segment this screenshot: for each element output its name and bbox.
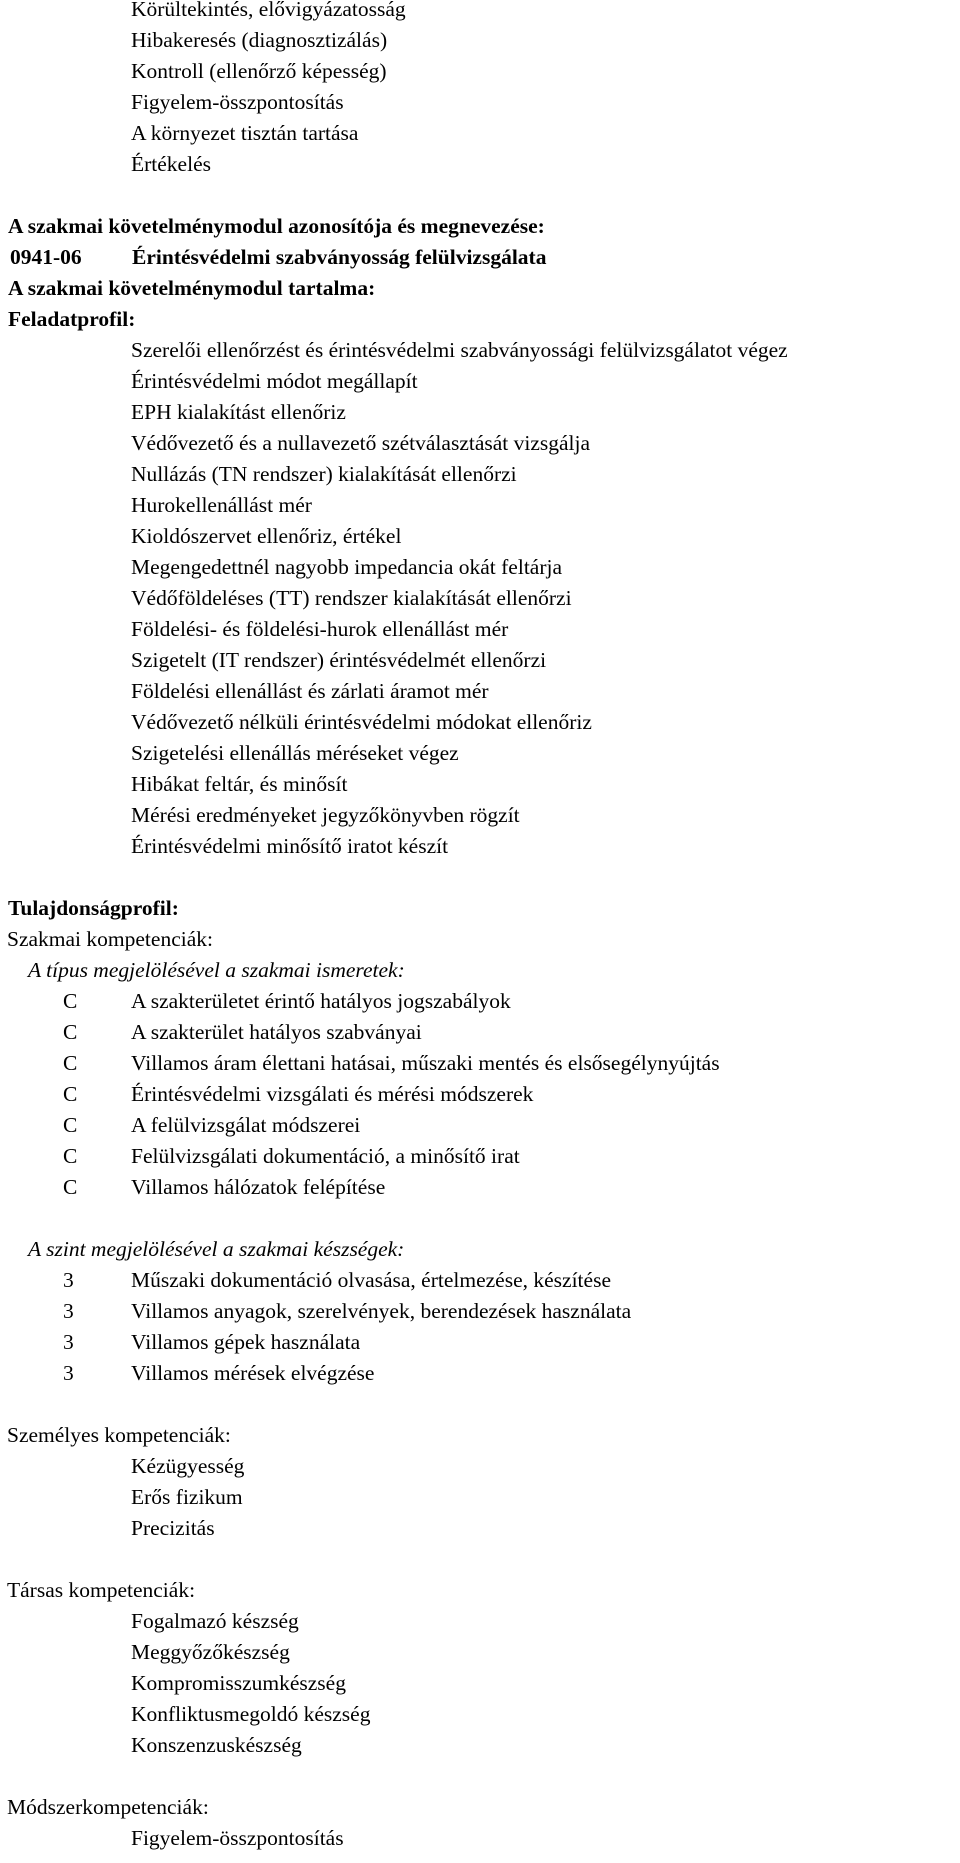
item-text: Villamos gépek használata bbox=[131, 1330, 361, 1354]
list-item bbox=[0, 1296, 960, 1327]
szemelyes-kompetenciak-heading: Személyes kompetenciák: bbox=[7, 1423, 231, 1447]
list-item: Szigetelt (IT rendszer) érintésvédelmét ellenőrzi bbox=[131, 648, 547, 672]
list-item bbox=[0, 1172, 960, 1203]
szemelyes-list bbox=[0, 1451, 960, 1544]
keszsegek-heading: A szint megjelölésével a szakmai készségek: bbox=[28, 1237, 405, 1261]
list-item: Hurokellenállást mér bbox=[131, 493, 312, 517]
spacer bbox=[0, 862, 960, 893]
list-item: Konfliktusmegoldó készség bbox=[131, 1702, 371, 1726]
list-item: Hibakeresés (diagnosztizálás) bbox=[131, 28, 388, 52]
list-item: Földelési- és földelési-hurok ellenállást mér bbox=[131, 617, 509, 641]
list-item: Mérési eredményeket jegyzőkönyvben rögzít bbox=[131, 803, 520, 827]
list-item: A környezet tisztán tartása bbox=[131, 121, 359, 145]
module-id-heading: A szakmai követelménymodul azonosítója és megnevezése: bbox=[8, 214, 545, 238]
list-item: Érintésvédelmi módot megállapít bbox=[131, 369, 418, 393]
ismeretek-list bbox=[0, 986, 960, 1203]
spacer bbox=[0, 1389, 960, 1420]
list-item: Védővezető nélküli érintésvédelmi módokat ellenőriz bbox=[131, 710, 592, 734]
intro-list bbox=[0, 0, 960, 180]
list-item: Fogalmazó készség bbox=[131, 1609, 299, 1633]
list-item: Kézügyesség bbox=[131, 1454, 245, 1478]
list-item: Precizitás bbox=[131, 1516, 215, 1540]
type-code: C bbox=[63, 989, 78, 1013]
item-text: Felülvizsgálati dokumentáció, a minősítő irat bbox=[131, 1144, 520, 1168]
list-item: Konszenzuskészség bbox=[131, 1733, 302, 1757]
item-text: Villamos mérések elvégzése bbox=[131, 1361, 375, 1385]
ismeretek-heading: A típus megjelölésével a szakmai ismeretek: bbox=[28, 958, 405, 982]
type-code: C bbox=[63, 1020, 78, 1044]
list-item: Megengedettnél nagyobb impedancia okát feltárja bbox=[131, 555, 563, 579]
tarsas-list bbox=[0, 1606, 960, 1761]
item-text: Villamos anyagok, szerelvények, berendezések használata bbox=[131, 1299, 632, 1323]
spacer bbox=[0, 180, 960, 211]
list-item bbox=[0, 1265, 960, 1296]
spacer bbox=[0, 1761, 960, 1792]
list-item: Nullázás (TN rendszer) kialakítását ellenőrzi bbox=[131, 462, 517, 486]
list-item: Szerelői ellenőrzést és érintésvédelmi szabványossági felülvizsgálatot végez bbox=[131, 338, 788, 362]
list-item: Erős fizikum bbox=[131, 1485, 243, 1509]
list-item bbox=[0, 986, 960, 1017]
type-code: C bbox=[63, 1144, 78, 1168]
list-item: EPH kialakítást ellenőriz bbox=[131, 400, 346, 424]
level-code: 3 bbox=[63, 1361, 74, 1385]
list-item: Érintésvédelmi minősítő iratot készít bbox=[131, 834, 449, 858]
list-item: Kompromisszumkészség bbox=[131, 1671, 346, 1695]
list-item: Védővezető és a nullavezető szétválasztását vizsgálja bbox=[131, 431, 591, 455]
level-code: 3 bbox=[63, 1330, 74, 1354]
keszsegek-list bbox=[0, 1265, 960, 1389]
type-code: C bbox=[63, 1175, 78, 1199]
list-item bbox=[0, 1110, 960, 1141]
modszerkompetenciak-heading: Módszerkompetenciák: bbox=[7, 1795, 209, 1819]
list-item: Hibákat feltár, és minősít bbox=[131, 772, 348, 796]
list-item: Meggyőzőkészség bbox=[131, 1640, 290, 1664]
list-item bbox=[0, 1141, 960, 1172]
spacer bbox=[0, 1203, 960, 1234]
level-code: 3 bbox=[63, 1268, 74, 1292]
szakmai-kompetenciak-heading: Szakmai kompetenciák: bbox=[7, 927, 213, 951]
list-item bbox=[0, 1327, 960, 1358]
item-text: Villamos hálózatok felépítése bbox=[131, 1175, 386, 1199]
list-item: Védőföldeléses (TT) rendszer kialakítását ellenőrzi bbox=[131, 586, 572, 610]
modszer-list bbox=[0, 1823, 960, 1854]
item-text: Műszaki dokumentáció olvasása, értelmezése, készítése bbox=[131, 1268, 611, 1292]
type-code: C bbox=[63, 1082, 78, 1106]
module-content-heading: A szakmai követelménymodul tartalma: bbox=[8, 276, 376, 300]
list-item bbox=[0, 1017, 960, 1048]
list-item bbox=[0, 1079, 960, 1110]
list-item: Értékelés bbox=[131, 152, 211, 176]
list-item: Körültekintés, elővigyázatosság bbox=[131, 0, 406, 21]
item-text: A szakterületet érintő hatályos jogszabályok bbox=[131, 989, 511, 1013]
spacer bbox=[0, 1544, 960, 1575]
item-text: A szakterület hatályos szabványai bbox=[131, 1020, 422, 1044]
feladatprofil-list bbox=[0, 335, 960, 862]
tarsas-kompetenciak-heading: Társas kompetenciák: bbox=[7, 1578, 196, 1602]
item-text: Érintésvédelmi vizsgálati és mérési módszerek bbox=[131, 1082, 534, 1106]
list-item bbox=[0, 1048, 960, 1079]
item-text: Villamos áram élettani hatásai, műszaki mentés és elsősegélynyújtás bbox=[131, 1051, 720, 1075]
level-code: 3 bbox=[63, 1299, 74, 1323]
list-item: Figyelem-összpontosítás bbox=[131, 1826, 344, 1850]
item-text: A felülvizsgálat módszerei bbox=[131, 1113, 361, 1137]
module-code-line bbox=[0, 242, 960, 273]
type-code: C bbox=[63, 1113, 78, 1137]
type-code: C bbox=[63, 1051, 78, 1075]
tulajdonsagprofil-heading: Tulajdonságprofil: bbox=[8, 896, 179, 920]
feladatprofil-heading: Feladatprofil: bbox=[8, 307, 136, 331]
list-item: Figyelem-összpontosítás bbox=[131, 90, 344, 114]
list-item: Szigetelési ellenállás méréseket végez bbox=[131, 741, 459, 765]
list-item: Kioldószervet ellenőriz, értékel bbox=[131, 524, 402, 548]
module-code: 0941-06 bbox=[10, 245, 82, 269]
list-item: Kontroll (ellenőrző képesség) bbox=[131, 59, 387, 83]
list-item bbox=[0, 1358, 960, 1389]
module-name: Érintésvédelmi szabványosság felülvizsgálata bbox=[132, 245, 547, 269]
list-item: Földelési ellenállást és zárlati áramot mér bbox=[131, 679, 489, 703]
